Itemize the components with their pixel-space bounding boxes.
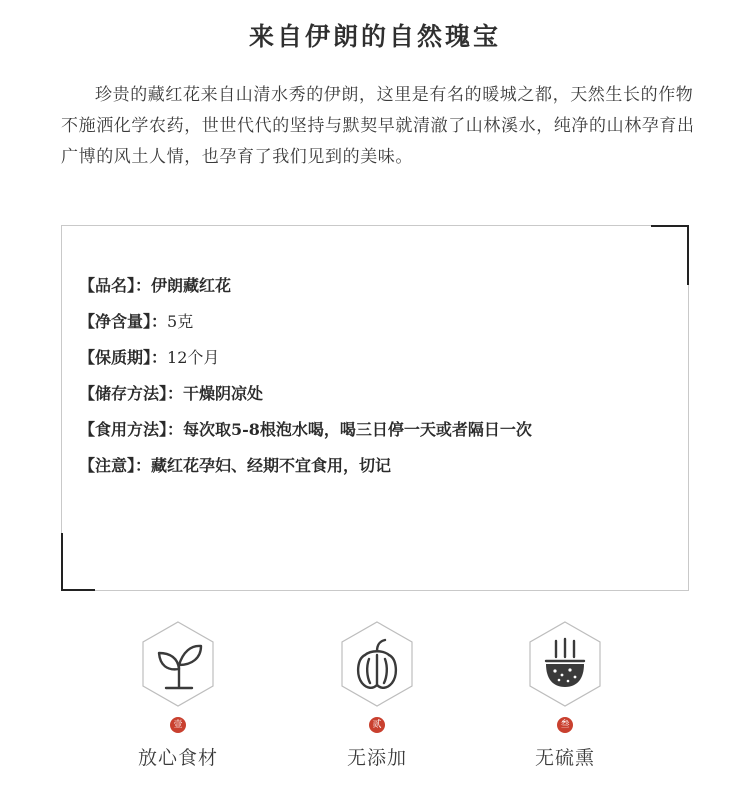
feature-label: 无硫熏 bbox=[534, 747, 595, 769]
info-row-storage bbox=[79, 376, 532, 412]
info-value: 伊朗藏红花 bbox=[151, 276, 232, 295]
info-label: 【储存方法】： bbox=[79, 384, 184, 403]
feature-label: 无添加 bbox=[346, 747, 407, 769]
frame-corner-top-right bbox=[651, 225, 689, 227]
info-row-shelf-life bbox=[79, 340, 532, 376]
product-info-box bbox=[61, 225, 689, 591]
feature-no-additives bbox=[307, 619, 447, 770]
info-row-notice bbox=[79, 448, 532, 484]
info-value: 每次取5-8根泡水喝，喝三日停一天或者隔日一次 bbox=[183, 420, 532, 439]
feature-fresh-ingredients bbox=[108, 619, 248, 770]
feature-number-badge: 叁 bbox=[557, 717, 573, 733]
info-row-usage bbox=[79, 412, 532, 448]
section-title: 来自伊朗的自然瑰宝 bbox=[248, 22, 501, 51]
frame-corner-top-right-vertical bbox=[687, 225, 689, 285]
frame-corner-bottom-left bbox=[61, 589, 95, 591]
feature-label: 放心食材 bbox=[137, 747, 218, 769]
feature-number-badge: 贰 bbox=[369, 717, 385, 733]
frame-corner-bottom-left-vertical bbox=[61, 533, 63, 591]
info-label: 【食用方法】： bbox=[79, 420, 184, 439]
info-value: 12个月 bbox=[167, 348, 220, 367]
feature-no-sulfur bbox=[495, 619, 635, 770]
bell-pepper-icon bbox=[338, 619, 416, 709]
info-row-net-content bbox=[79, 304, 532, 340]
info-value: 5克 bbox=[167, 312, 194, 331]
info-label: 【注意】： bbox=[79, 456, 152, 475]
leaf-sprout-icon bbox=[139, 619, 217, 709]
info-row-name bbox=[79, 268, 532, 304]
intro-paragraph: 珍贵的藏红花来自山清水秀的伊朗，这里是有名的暖城之都，天然生长的作物不施洒化学农药，世世代代的坚持与默契早就清澈了山林溪水，纯净的山林孕育出广博的风土人情，也孕育了我们见到的美味。 bbox=[61, 85, 695, 167]
product-info-list bbox=[79, 268, 532, 484]
info-label: 【保质期】： bbox=[79, 348, 168, 367]
steaming-pot-icon bbox=[526, 619, 604, 709]
info-value: 干燥阴凉处 bbox=[183, 384, 264, 403]
info-label: 【品名】： bbox=[79, 276, 152, 295]
feature-number-badge: 壹 bbox=[170, 717, 186, 733]
info-value: 藏红花孕妇、经期不宜食用，切记 bbox=[151, 456, 392, 475]
info-label: 【净含量】： bbox=[79, 312, 168, 331]
